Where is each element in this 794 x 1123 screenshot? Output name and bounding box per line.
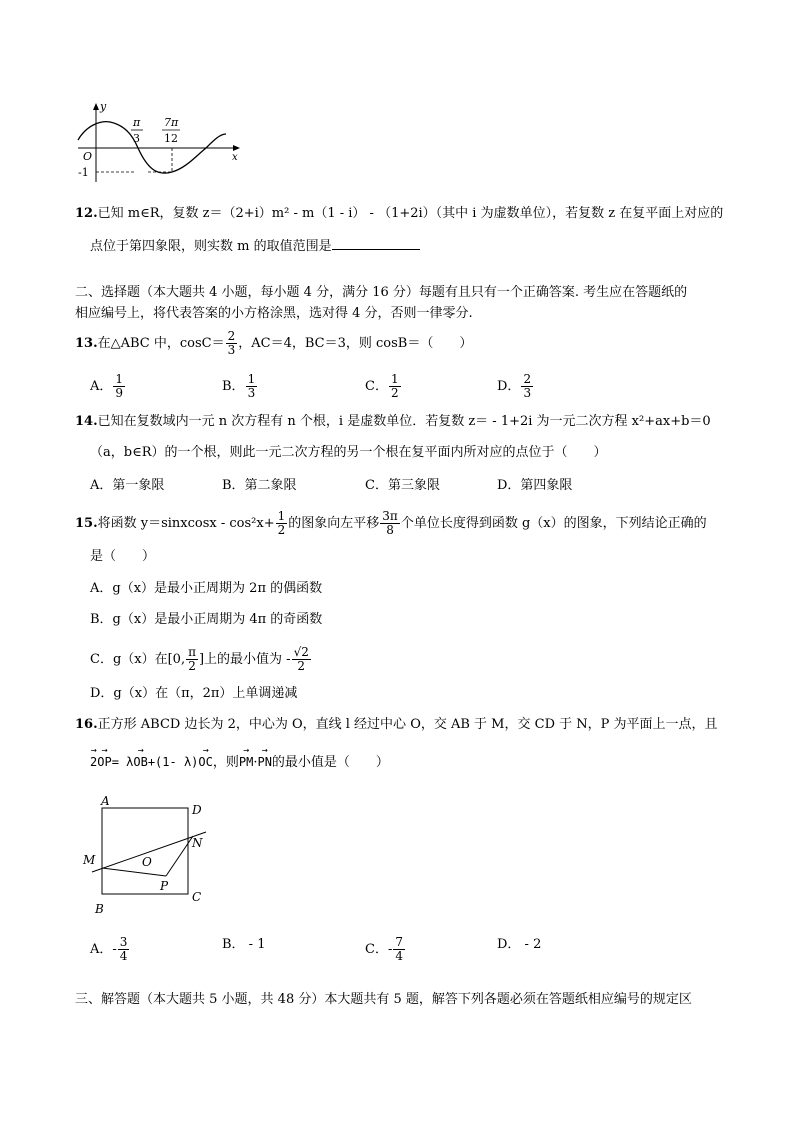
q15-pre: 将函数 y＝sinxcosx - cos²x+ (97, 516, 275, 531)
opt-label: B． (222, 379, 245, 394)
q16-text-1: 正方形 ABCD 边长为 2，中心为 O，直线 l 经过中心 O，交 AB 于 M，交 CD 于 N，P 为平面上一点，且 (97, 717, 718, 732)
label-b: B (95, 902, 104, 916)
vector-ob: → OB (133, 753, 147, 771)
pi-third-den: 3 (133, 132, 140, 145)
label-m: M (83, 853, 96, 867)
label-d: D (192, 803, 202, 817)
vector-oc: → OC (198, 753, 212, 771)
frac-num: 2 (523, 372, 532, 386)
frac-den: 3 (523, 386, 532, 400)
dot-op: · (253, 755, 258, 770)
opt-label: D． (497, 379, 521, 394)
q13-pre: 在△ABC 中，cosC＝ (97, 336, 225, 351)
q13-option-d[interactable] (497, 373, 534, 400)
q15-post: 个单位长度得到函数 g（x）的图象，下列结论正确的 (400, 516, 707, 531)
section2-line2: 相应编号上，将代表答案的小方格涂黑，选对得 4 分，否则一律零分. (75, 306, 473, 321)
q15-option-c[interactable] (90, 646, 312, 673)
q14-text-1: 已知在复数域内一元 n 次方程有 n 个根，i 是虚数单位．若复数 z＝ - 1+2i 为一元二次方程 x²+ax+b＝0 (97, 414, 711, 429)
q12-line1 (75, 205, 723, 223)
opt-label: A． (90, 379, 113, 394)
frac-num: 7 (395, 935, 403, 949)
q13-option-b[interactable] (222, 373, 258, 400)
q16-option-c[interactable] (365, 936, 406, 963)
eq-post: 的最小值是（ ） (271, 755, 389, 770)
vector-pn: → PN (257, 753, 271, 771)
q14-line2: （a，b∈R）的一个根，则此一元二次方程的另一个根在复平面内所对应的点位于（ ） (90, 445, 607, 460)
q16-option-b[interactable]: B． - 1 (222, 937, 266, 952)
frac-den: 8 (386, 523, 394, 537)
q15-line2: 是（ ） (90, 549, 156, 564)
frac-num: 1 (277, 509, 286, 523)
q13-cos-fraction (226, 330, 238, 357)
q14-line1 (75, 413, 711, 431)
q13-option-a[interactable] (90, 373, 126, 400)
eq-eq: = λ (111, 755, 134, 769)
frac-num: 1 (390, 372, 399, 386)
frac-den: 4 (119, 949, 128, 963)
sine-graph (76, 100, 246, 185)
opt-c-pre: C．g（x）在[0, (90, 652, 186, 667)
y-axis-label: y (100, 100, 107, 113)
opt-label: C． (365, 942, 388, 957)
q14-option-d[interactable]: D．第四象限 (497, 478, 573, 493)
q15-number: 15. (75, 516, 98, 531)
square-figure (80, 794, 220, 919)
q15-stem (75, 510, 707, 537)
eq-then: ，则 (212, 755, 239, 770)
frac-den: 2 (297, 659, 306, 673)
frac-num: 3 (119, 935, 128, 949)
q13-post: ，AC＝4，BC＝3，则 cosB＝（ ） (238, 336, 473, 351)
opt-label: A． (90, 942, 113, 957)
frac-den: 2 (390, 386, 399, 400)
frac-num: 2 (227, 329, 236, 343)
frac-den: 2 (277, 523, 286, 537)
q16-number: 16. (75, 717, 98, 732)
label-c: C (192, 890, 202, 904)
q12-text-1: 已知 m∈R，复数 z＝（2+i）m² - m（1 - i） - （1+2i）（其中 i 为虚数单位），若复数 z 在复平面上对应的 (97, 206, 724, 221)
answer-blank (332, 237, 420, 250)
frac-den: 3 (227, 343, 236, 357)
eq-plus: +(1- λ) (147, 755, 199, 769)
q15-option-d[interactable]: D．g（x）在（π，2π）上单调递减 (90, 686, 298, 701)
label-a: A (101, 794, 110, 808)
q16-line1 (75, 716, 718, 734)
frac-num: 3π (382, 509, 398, 523)
frac-den: 3 (247, 386, 256, 400)
q15-mid: 的图象向左平移 (288, 516, 380, 531)
opt-sign: - (112, 942, 117, 957)
q12-text-2: 点位于第四象限，则实数 m 的取值范围是 (90, 239, 332, 254)
frac-num: √2 (293, 645, 309, 659)
frac-num: 1 (247, 372, 256, 386)
frac-den: 4 (395, 949, 403, 963)
q14-option-b[interactable]: B．第二象限 (222, 478, 297, 493)
opt-c-mid: ]上的最小值为 - (198, 652, 291, 667)
q15-option-b[interactable]: B．g（x）是最小正周期为 4π 的奇函数 (90, 612, 323, 627)
q13-option-c[interactable] (365, 373, 402, 400)
q16-option-d[interactable]: D． - 2 (497, 937, 542, 952)
q14-option-c[interactable]: C．第三象限 (365, 478, 440, 493)
section2-line1: 二、选择题（本大题共 4 小题，每小题 4 分，满分 16 分）每题有且只有一个正确答案. 考生应在答题纸的 (75, 285, 688, 300)
vector-op: → OP (97, 753, 111, 771)
frac-num: π (188, 645, 196, 659)
x-axis-label: x (232, 152, 238, 163)
section3-line1: 三、解答题（本大题共 5 小题，共 48 分）本大题共有 5 题，解答下列各题必须在答题纸相应编号的规定区 (75, 992, 692, 1007)
q13-stem (75, 330, 472, 357)
q16-line2 (90, 753, 389, 772)
q16-option-a[interactable] (90, 936, 130, 963)
label-p: P (160, 879, 169, 893)
q14-option-a[interactable]: A．第一象限 (90, 478, 165, 493)
label-o: O (142, 855, 152, 869)
q12-line2 (90, 237, 420, 256)
q14-number: 14. (75, 414, 98, 429)
opt-label: C． (365, 379, 388, 394)
q15-option-a[interactable]: A．g（x）是最小正周期为 2π 的偶函数 (90, 581, 323, 596)
label-n: N (192, 836, 203, 850)
frac-num: 1 (115, 372, 124, 386)
neg-one-label: -1 (78, 166, 89, 179)
origin-label: O (83, 150, 93, 163)
q13-number: 13. (75, 336, 98, 351)
frac-den: 9 (115, 386, 124, 400)
pi-third-num: π (133, 116, 141, 129)
frac-den: 2 (188, 659, 196, 673)
vector-pm: → PM (239, 753, 253, 771)
opt-sign: - (387, 942, 393, 957)
q12-number: 12. (75, 206, 98, 221)
eq-coef: → 2 (90, 753, 97, 771)
seven-pi-den: 12 (164, 132, 178, 145)
seven-pi-num: 7π (164, 116, 179, 129)
